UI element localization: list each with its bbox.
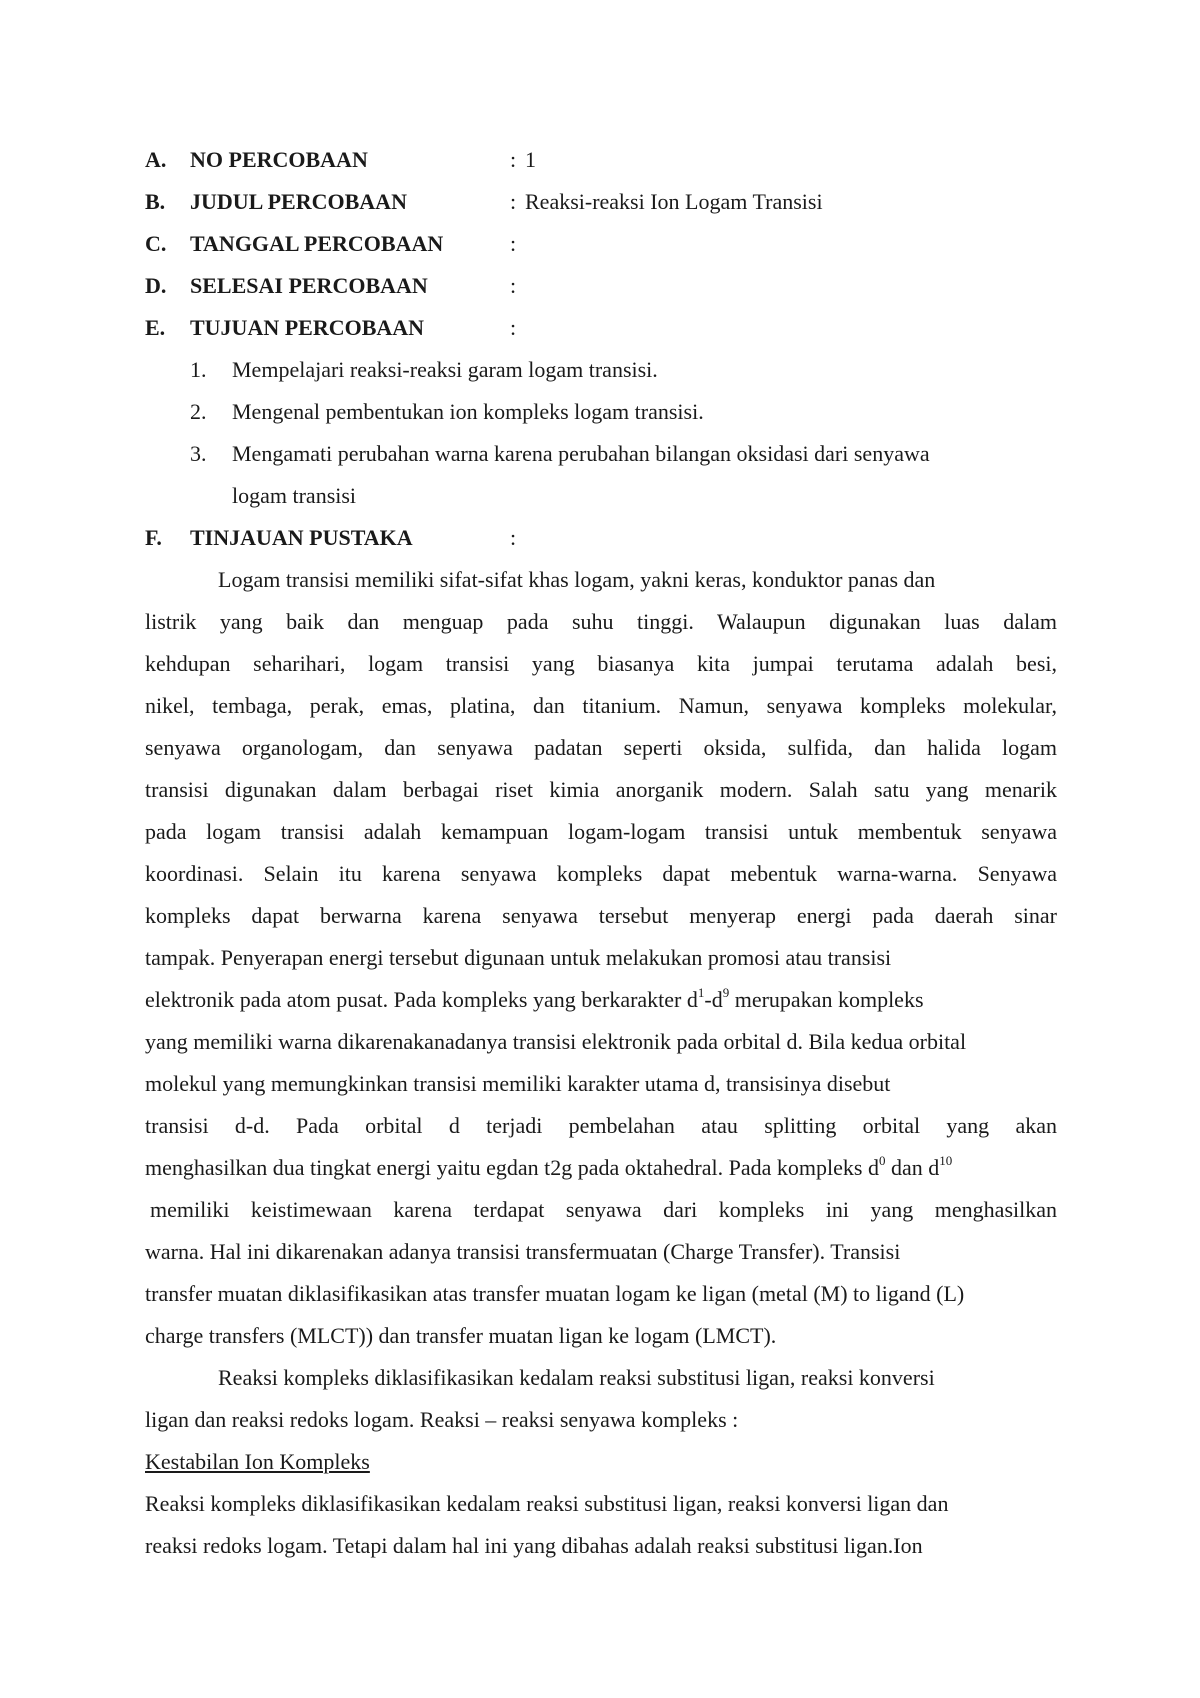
header-colon: : [510,315,517,340]
header-row-c [0,230,1200,258]
paragraph-line: Reaksi kompleks diklasifikasikan kedalam reaksi substitusi ligan, reaksi konversi ligan dan [145,1491,949,1516]
paragraph-line: kompleks dapat berwarna karena senyawa tersebut menyerap energi pada daerah sinar [145,903,1057,928]
superscript: 9 [722,984,730,1000]
header-letter: E. [145,315,166,340]
header-colon: : [510,525,517,550]
header-colon: : [510,147,517,172]
superscript: 0 [878,1152,886,1168]
objective-item-continued [0,482,1200,510]
header-value: Reaksi-reaksi Ion Logam Transisi [525,189,823,214]
paragraph-line: nikel, tembaga, perak, emas, platina, dan titanium. Namun, senyawa kompleks molekular, [145,693,1057,718]
paragraph-line: ligan dan reaksi redoks logam. Reaksi – reaksi senyawa kompleks : [145,1407,739,1432]
header-colon: : [510,231,517,256]
paragraph-line: molekul yang memungkinkan transisi memiliki karakter utama d, transisinya disebut [145,1071,891,1096]
text-run: menghasilkan dua tingkat energi yaitu egdan t2g pada oktahedral. Pada kompleks d [145,1155,879,1180]
header-label: TANGGAL PERCOBAAN [190,231,444,256]
paragraph-line: pada logam transisi adalah kemampuan logam-logam transisi untuk membentuk senyawa [145,819,1057,844]
objective-text: Mengamati perubahan warna karena perubahan bilangan oksidasi dari senyawa [232,441,930,466]
paragraph-line: transisi d-d. Pada orbital d terjadi pembelahan atau splitting orbital yang akan [145,1113,1057,1138]
subheading: Kestabilan Ion Kompleks [145,1449,370,1474]
paragraph-line: kehdupan seharihari, logam transisi yang biasanya kita jumpai terutama adalah besi, [145,651,1057,676]
header-label: TINJAUAN PUSTAKA [190,525,413,550]
text-run: dan d [885,1155,940,1180]
header-label: TUJUAN PERCOBAAN [190,315,425,340]
header-colon: : [510,273,517,298]
header-colon: : [510,189,517,214]
paragraph-line: tampak. Penyerapan energi tersebut digunaan untuk melakukan promosi atau transisi [145,945,892,970]
header-letter: C. [145,231,167,256]
paragraph-line: reaksi redoks logam. Tetapi dalam hal ini yang dibahas adalah reaksi substitusi ligan.Ion [145,1533,923,1558]
header-letter: D. [145,273,167,298]
header-label: NO PERCOBAAN [190,147,368,172]
text-run: merupakan kompleks [729,987,924,1012]
paragraph-line: transisi digunakan dalam berbagai riset kimia anorganik modern. Salah satu yang menarik [145,777,1057,802]
header-row-f [0,524,1200,552]
objective-item [0,440,1200,468]
paragraph-line: koordinasi. Selain itu karena senyawa kompleks dapat mebentuk warna-warna. Senyawa [145,861,1057,886]
header-row-b [0,188,1200,216]
objective-number: 2. [190,399,207,424]
paragraph-line: charge transfers (MLCT)) dan transfer muatan ligan ke logam (LMCT). [145,1323,777,1348]
objective-item [0,356,1200,384]
header-label: JUDUL PERCOBAAN [190,189,407,214]
objective-text: Mengenal pembentukan ion kompleks logam transisi. [232,399,704,424]
paragraph-line: warna. Hal ini dikarenakan adanya transisi transfermuatan (Charge Transfer). Transisi [145,1239,901,1264]
paragraph-line: listrik yang baik dan menguap pada suhu tinggi. Walaupun digunakan luas dalam [145,609,1057,634]
text-run: elektronik pada atom pusat. Pada kompleks yang berkarakter d [145,987,698,1012]
paragraph-line: memiliki keistimewaan karena terdapat senyawa dari kompleks ini yang menghasilkan [150,1197,1057,1222]
objective-number: 1. [190,357,207,382]
paragraph-line: Logam transisi memiliki sifat-sifat khas logam, yakni keras, konduktor panas dan [218,567,936,592]
paragraph-line-with-superscript [145,1154,1057,1182]
header-letter: A. [145,147,167,172]
paragraph-line-with-superscript [145,986,1057,1014]
objective-number: 3. [190,441,207,466]
header-label: SELESAI PERCOBAAN [190,273,428,298]
objective-item [0,398,1200,426]
header-row-d [0,272,1200,300]
header-row-a [0,146,1200,174]
paragraph-line: Reaksi kompleks diklasifikasikan kedalam reaksi substitusi ligan, reaksi konversi [218,1365,935,1390]
header-row-e [0,314,1200,342]
text-run: -d [704,987,723,1012]
header-value: 1 [525,147,536,172]
header-letter: F. [145,525,162,550]
objective-text: Mempelajari reaksi-reaksi garam logam transisi. [232,357,658,382]
superscript: 1 [697,984,705,1000]
header-letter: B. [145,189,166,214]
paragraph-line: yang memiliki warna dikarenakanadanya transisi elektronik pada orbital d. Bila kedua orbital [145,1029,967,1054]
superscript: 10 [939,1152,953,1168]
paragraph-line: transfer muatan diklasifikasikan atas transfer muatan logam ke ligan (metal (M) to ligand (L) [145,1281,965,1306]
paragraph-line: senyawa organologam, dan senyawa padatan seperti oksida, sulfida, dan halida logam [145,735,1057,760]
objective-text-continuation: logam transisi [232,483,357,508]
